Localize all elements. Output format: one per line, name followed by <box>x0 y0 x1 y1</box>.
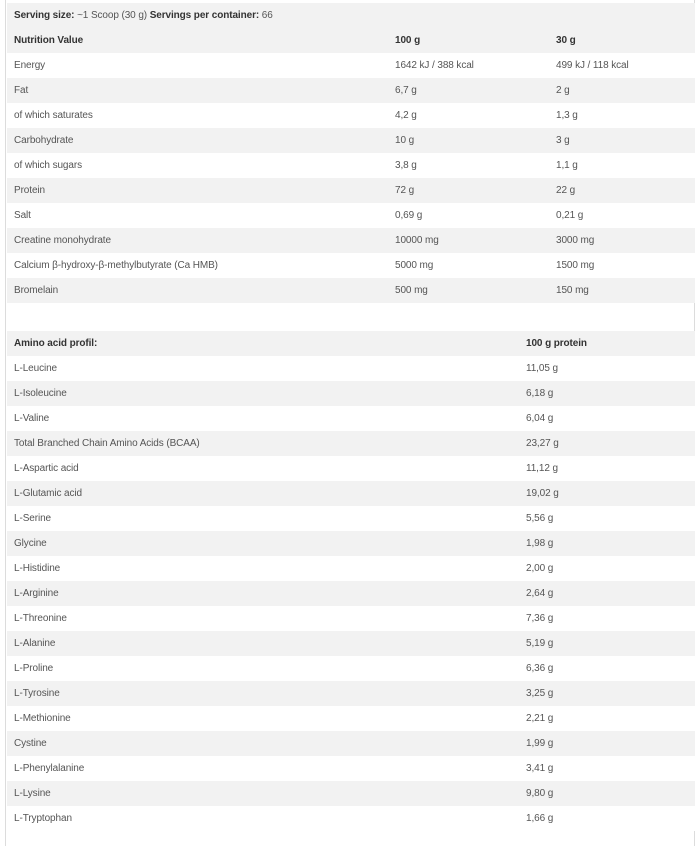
per-30g-cell: 1,1 g <box>549 153 695 178</box>
per-100g-protein-cell: 1,99 g <box>519 731 695 756</box>
table-row <box>7 228 695 253</box>
amino-acid-name-cell: L-Alanine <box>7 631 519 656</box>
nutrient-name-cell: Energy <box>7 53 388 78</box>
table-row <box>7 456 695 481</box>
amino-acid-table <box>7 331 695 831</box>
header-per-30g-cell: 30 g <box>549 28 695 53</box>
per-100g-protein-cell: 1,66 g <box>519 806 695 831</box>
per-100g-protein-cell: 3,25 g <box>519 681 695 706</box>
per-100g-protein-cell: 11,05 g <box>519 356 695 381</box>
serving-size-value: ~1 Scoop (30 g) <box>74 10 150 21</box>
amino-acid-name-cell: L-Methionine <box>7 706 519 731</box>
header-per-100g-cell: 100 g <box>388 28 549 53</box>
amino-acid-name-cell: L-Tryptophan <box>7 806 519 831</box>
header-amino-acid-name-cell: Amino acid profil: <box>7 331 519 356</box>
table-row <box>7 406 695 431</box>
per-100g-protein-cell: 7,36 g <box>519 606 695 631</box>
amino-acid-name-cell: L-Arginine <box>7 581 519 606</box>
amino-acid-name-cell: L-Threonine <box>7 606 519 631</box>
per-100g-protein-cell: 6,36 g <box>519 656 695 681</box>
table-row <box>7 531 695 556</box>
amino-acid-name-cell: Glycine <box>7 531 519 556</box>
amino-acid-name-cell: L-Histidine <box>7 556 519 581</box>
table-row <box>7 78 695 103</box>
nutrition-table-body <box>7 28 695 303</box>
amino-acid-name-cell: L-Serine <box>7 506 519 531</box>
nutrient-name-cell: Creatine monohydrate <box>7 228 388 253</box>
table-row <box>7 506 695 531</box>
per-100g-cell: 500 mg <box>388 278 549 303</box>
per-100g-protein-cell: 2,21 g <box>519 706 695 731</box>
table-row <box>7 781 695 806</box>
amino-acid-name-cell: L-Isoleucine <box>7 381 519 406</box>
table-row <box>7 278 695 303</box>
amino-acid-name-cell: L-Glutamic acid <box>7 481 519 506</box>
nutrient-name-cell: Salt <box>7 203 388 228</box>
table-row <box>7 631 695 656</box>
table-row <box>7 53 695 78</box>
per-30g-cell: 1500 mg <box>549 253 695 278</box>
serving-cell <box>7 3 695 28</box>
nutrient-name-cell: Fat <box>7 78 388 103</box>
per-100g-cell: 5000 mg <box>388 253 549 278</box>
servings-per-container-value: 66 <box>259 10 273 21</box>
nutrient-name-cell: Protein <box>7 178 388 203</box>
table-row <box>7 581 695 606</box>
per-100g-cell: 10 g <box>388 128 549 153</box>
table-row <box>7 253 695 278</box>
table-row <box>7 381 695 406</box>
table-row <box>7 731 695 756</box>
servings-per-container-label: Servings per container: <box>149 10 260 21</box>
nutrition-header-row <box>7 28 695 53</box>
amino-acid-name-cell: L-Leucine <box>7 356 519 381</box>
per-100g-protein-cell: 2,64 g <box>519 581 695 606</box>
amino-acid-name-cell: L-Proline <box>7 656 519 681</box>
header-per-100g-protein-cell: 100 g protein <box>519 331 695 356</box>
per-100g-protein-cell: 6,04 g <box>519 406 695 431</box>
product-info-panel <box>5 0 695 846</box>
table-row <box>7 756 695 781</box>
per-100g-cell: 4,2 g <box>388 103 549 128</box>
nutrition-table <box>7 28 695 303</box>
table-row <box>7 556 695 581</box>
table-row <box>7 153 695 178</box>
per-100g-protein-cell: 23,27 g <box>519 431 695 456</box>
per-100g-cell: 3,8 g <box>388 153 549 178</box>
serving-size-label: Serving size: <box>14 10 75 21</box>
amino-acid-name-cell: Total Branched Chain Amino Acids (BCAA) <box>7 431 519 456</box>
table-row <box>7 681 695 706</box>
per-100g-protein-cell: 11,12 g <box>519 456 695 481</box>
per-100g-cell: 0,69 g <box>388 203 549 228</box>
per-30g-cell: 1,3 g <box>549 103 695 128</box>
nutrient-name-cell: of which saturates <box>7 103 388 128</box>
amino-acid-table-body <box>7 331 695 831</box>
amino-acid-name-cell: L-Phenylalanine <box>7 756 519 781</box>
amino-acid-name-cell: L-Tyrosine <box>7 681 519 706</box>
nutrient-name-cell: Carbohydrate <box>7 128 388 153</box>
per-100g-protein-cell: 2,00 g <box>519 556 695 581</box>
table-row <box>7 656 695 681</box>
amino-acid-name-cell: L-Lysine <box>7 781 519 806</box>
per-30g-cell: 0,21 g <box>549 203 695 228</box>
serving-info-table <box>7 3 695 28</box>
per-30g-cell: 22 g <box>549 178 695 203</box>
per-100g-cell: 6,7 g <box>388 78 549 103</box>
per-30g-cell: 150 mg <box>549 278 695 303</box>
amino-header-row <box>7 331 695 356</box>
per-100g-protein-cell: 5,19 g <box>519 631 695 656</box>
table-row <box>7 128 695 153</box>
per-30g-cell: 2 g <box>549 78 695 103</box>
table-row <box>7 356 695 381</box>
nutrient-name-cell: Calcium β-hydroxy-β-methylbutyrate (Ca HMB) <box>7 253 388 278</box>
nutrient-name-cell: Bromelain <box>7 278 388 303</box>
per-100g-cell: 72 g <box>388 178 549 203</box>
per-100g-protein-cell: 9,80 g <box>519 781 695 806</box>
table-row <box>7 806 695 831</box>
amino-acid-name-cell: Cystine <box>7 731 519 756</box>
per-100g-protein-cell: 1,98 g <box>519 531 695 556</box>
nutrient-name-cell: of which sugars <box>7 153 388 178</box>
table-row <box>7 706 695 731</box>
amino-acid-name-cell: L-Aspartic acid <box>7 456 519 481</box>
header-nutrient-name-cell: Nutrition Value <box>7 28 388 53</box>
serving-row <box>7 3 695 28</box>
table-row <box>7 103 695 128</box>
per-100g-protein-cell: 3,41 g <box>519 756 695 781</box>
table-row <box>7 606 695 631</box>
per-100g-cell: 1642 kJ / 388 kcal <box>388 53 549 78</box>
per-30g-cell: 499 kJ / 118 kcal <box>549 53 695 78</box>
per-100g-protein-cell: 6,18 g <box>519 381 695 406</box>
per-100g-protein-cell: 19,02 g <box>519 481 695 506</box>
per-30g-cell: 3000 mg <box>549 228 695 253</box>
per-100g-protein-cell: 5,56 g <box>519 506 695 531</box>
table-row <box>7 431 695 456</box>
per-30g-cell: 3 g <box>549 128 695 153</box>
amino-acid-name-cell: L-Valine <box>7 406 519 431</box>
table-row <box>7 178 695 203</box>
table-row <box>7 481 695 506</box>
per-100g-cell: 10000 mg <box>388 228 549 253</box>
table-row <box>7 203 695 228</box>
